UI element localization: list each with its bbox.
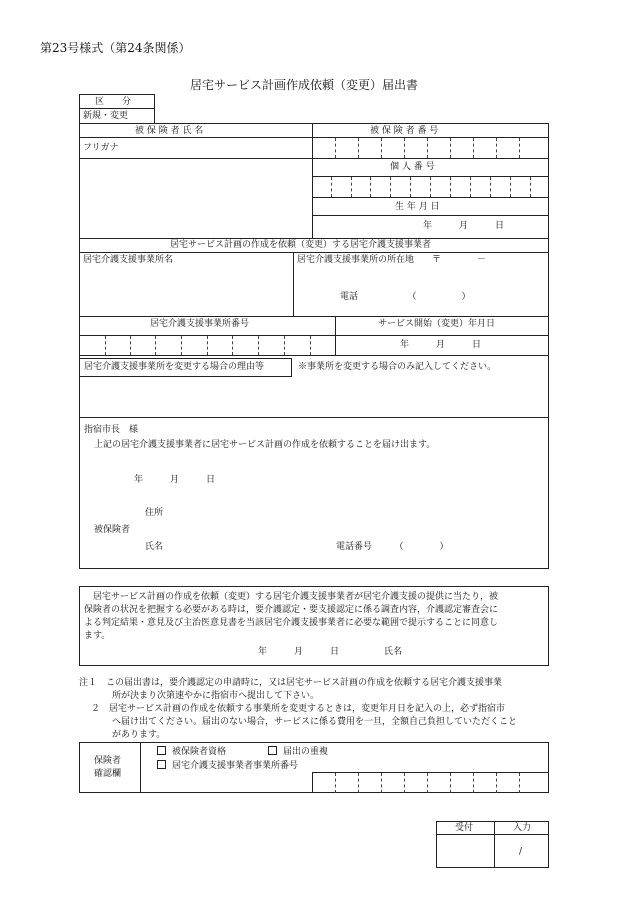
reason-field[interactable] [80, 379, 548, 417]
insured-number-field[interactable] [312, 137, 549, 158]
office-name-label: 居宅介護支援事業所名 [83, 255, 174, 265]
check-duplicate[interactable]: 届出の重複 [268, 746, 328, 757]
office-phone-label[interactable]: 電話 （ ） [340, 292, 471, 302]
declaration-body: 上記の居宅介護支援事業者に居宅サービス計画の作成を依頼することを届け出ます。 [94, 440, 436, 450]
confirm-office-number-field[interactable] [313, 773, 548, 792]
consent-line: ます。 [84, 631, 111, 641]
checkbox-icon[interactable] [268, 746, 277, 755]
note-line: 所が決まり次第速やかに指宿市へ提出して下さい。 [112, 691, 320, 701]
check-office-number[interactable]: 居宅介護支援事業者事業所番号 [157, 760, 298, 771]
checkbox-icon[interactable] [157, 746, 166, 755]
kubun-value[interactable]: 新規・変更 [83, 111, 129, 121]
note-line: があります。 [112, 730, 166, 740]
phone-label[interactable]: 電話番号 （ ） [336, 542, 449, 552]
confirm-label: 保険者 [94, 756, 122, 766]
input-slash: / [519, 847, 523, 857]
form-number: 第23号様式（第24条関係） [40, 41, 191, 55]
address-label: 住所 [145, 508, 164, 518]
consent-line: 保険者の状況を把握する必要がある時は，要介護認定・要支援認定に係る調査内容，介護認定審査会に [84, 605, 499, 615]
service-start-field[interactable]: 年 月 日 [400, 340, 482, 350]
checkbox-icon[interactable] [157, 760, 166, 769]
note-line: へ届け出てください。届出のない場合，サービスに係る費用を一旦，全額自己負担していただくこと [112, 717, 518, 727]
receipt-box [436, 821, 549, 868]
office-name-field[interactable] [80, 268, 292, 315]
reason-label: 居宅介護支援事業所を変更する場合の理由等 [84, 362, 265, 372]
birthdate-header: 生 年 月 日 [395, 202, 440, 212]
furigana-label: フリガナ [83, 143, 119, 153]
input-header: 入力 [513, 823, 532, 833]
office-section-header: 居宅サービス計画の作成を依頼（変更）する居宅介護支援事業者 [170, 240, 432, 250]
birthdate-field[interactable]: 年 月 日 [423, 221, 505, 231]
kubun-header: 区 分 [95, 97, 132, 107]
insured-name-field[interactable] [80, 160, 311, 237]
kojin-number-header: 個 人 番 号 [390, 162, 435, 172]
reason-note: ※事業所を変更する場合のみ記入してください。 [298, 362, 497, 372]
consent-line: 居宅サービス計画の作成を依頼（変更）する居宅介護支援事業者が居宅介護支援の提供に当たり，被 [93, 592, 499, 602]
consent-line: よる判定結果・意見及び主治医意見書を当該居宅介護支援事業者に必要な範囲で提示することに同意し [84, 618, 499, 628]
office-number-header: 居宅介護支援事業所番号 [150, 319, 250, 329]
insured-number-header: 被 保 険 者 番 号 [370, 126, 439, 136]
note-line: ２ 居宅サービス計画の作成を依頼する事業所を変更するときは，変更年月日を記入の上，必ず指宿市 [91, 704, 506, 714]
consent-signature[interactable]: 年 月 日 氏名 [258, 647, 403, 657]
addressee: 指宿市長 様 [84, 425, 139, 435]
name-label: 氏名 [145, 542, 164, 552]
note-line: 注１ この届出書は，要介護認定の申請時に，又は居宅サービス計画の作成を依頼する居宅介護支援事業 [79, 678, 503, 688]
received-header: 受付 [455, 823, 474, 833]
form-title: 居宅サービス計画作成依頼（変更）届出書 [190, 78, 419, 92]
office-address-label[interactable]: 居宅介護支援事業所の所在地 〒 － [297, 255, 487, 265]
check-insured-qualification[interactable]: 被保険者資格 [157, 746, 226, 757]
insured-label: 被保険者 [94, 525, 131, 535]
service-start-header: サービス開始（変更）年月日 [378, 319, 496, 329]
insured-name-header: 被 保 険 者 氏 名 [135, 126, 204, 136]
declaration-date[interactable]: 年 月 日 [134, 475, 216, 485]
confirm-label: 確認欄 [94, 769, 122, 779]
